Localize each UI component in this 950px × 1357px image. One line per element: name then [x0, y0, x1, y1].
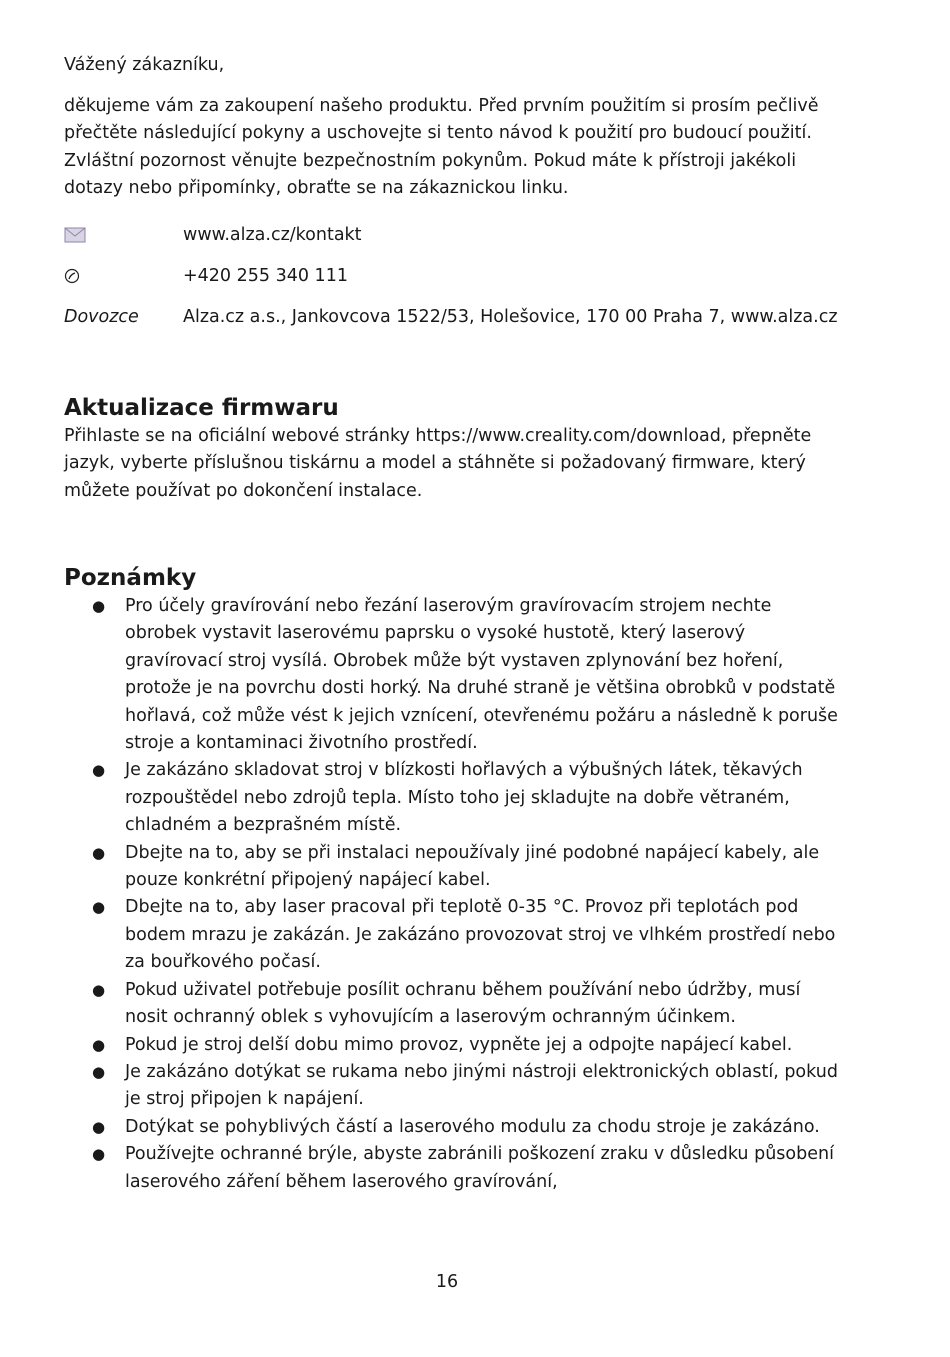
- contact-phone-value: +420 255 340 111: [183, 266, 348, 286]
- list-item: [64, 977, 844, 1032]
- list-item: [64, 757, 844, 839]
- bullet-icon: ●: [92, 761, 106, 780]
- list-item: [64, 1141, 844, 1196]
- list-item-text: Dotýkat se pohyblivých částí a laserového modulu za chodu stroje je zakázáno.: [125, 1116, 820, 1137]
- contact-phone-row: [64, 256, 844, 297]
- list-item-text: Pokud uživatel potřebuje posílit ochranu během používání nebo údržby, musí nosit ochranný oblek s vyhovujícím a laserovým ochranným účinkem.: [125, 979, 801, 1028]
- notes-heading: Poznámky: [64, 565, 197, 591]
- list-item: [64, 1032, 844, 1059]
- bullet-icon: ●: [92, 597, 106, 615]
- list-item-text: Používejte ochranné brýle, abyste zabránili poškození zraku v důsledku působení laserového záření během laserového gravírování,: [125, 1144, 834, 1192]
- envelope-icon: [64, 227, 183, 243]
- list-item: [64, 1059, 844, 1114]
- list-item: [64, 894, 844, 976]
- list-item-text: Je zakázáno dotýkat se rukama nebo jinými nástroji elektronických oblastí, pokud je stroj připojen k napájení.: [125, 1061, 838, 1110]
- importer-value: Alza.cz a.s., Jankovcova 1522/53, Holešovice, 170 00 Praha 7, www.alza.cz: [183, 307, 838, 327]
- page-number: 16: [435, 1272, 459, 1292]
- phone-icon: [64, 268, 183, 284]
- list-item-text: Dbejte na to, aby laser pracoval při teplotě 0-35 °C. Provoz při teplotách pod bodem mrazu je zakázán. Je zakázáno provozovat stroj ve vlhkém prostředí nebo za bouřkového počasí.: [125, 897, 836, 973]
- firmware-paragraph: Přihlaste se na oficiální webové stránky https://www.creality.com/download, přepněte jazyk, vyberte příslušnou tiskárnu a model a stáhněte si požadovaný firmware, který můžete používat po dokončení instalace.: [64, 425, 812, 501]
- list-item-text: Pro účely gravírování nebo řezání laserovým gravírovacím strojem nechte obrobek vystavit laserovému paprsku o vysoké hustotě, který laserový gravírovací stroj vysílá. Obrobek může být vystaven zplynování bez hoření, protože je na povrchu dosti horký. Na druhé straně je většina obrobků v podstatě hořlavá, což může vést k jejich vznícení, otevřenému požáru a následně k poruše stroje a kontaminaci životního prostředí.: [125, 596, 838, 754]
- bullet-icon: ●: [92, 1117, 106, 1136]
- list-item-text: Pokud je stroj delší dobu mimo provoz, vypněte jej a odpojte napájecí kabel.: [125, 1034, 793, 1055]
- contact-email-value[interactable]: www.alza.cz/kontakt: [183, 225, 362, 245]
- bullet-icon: ●: [92, 1062, 106, 1081]
- bullet-icon: ●: [92, 980, 106, 999]
- bullet-icon: ●: [92, 1035, 106, 1054]
- contact-email-row: [64, 215, 844, 256]
- document-page: [64, 52, 844, 1196]
- bullet-icon: ●: [92, 843, 106, 862]
- greeting: Vážený zákazníku,: [64, 55, 225, 75]
- bullet-icon: ●: [92, 898, 106, 917]
- importer-label: Dovozce: [64, 307, 139, 327]
- list-item: [64, 1114, 844, 1141]
- importer-row: [64, 297, 844, 338]
- intro-paragraph: děkujeme vám za zakoupení našeho produktu. Před prvním použitím si prosím pečlivě přečtěte následující pokyny a uschovejte si tento návod k použití pro budoucí použití. Zvláštní pozornost věnujte bezpečnostním pokynům. Pokud máte k přístroji jakékoli dotazy nebo připomínky, obraťte se na zákaznickou linku.: [64, 95, 819, 198]
- list-item-text: Je zakázáno skladovat stroj v blízkosti hořlavých a výbušných látek, těkavých rozpouštědel nebo zdrojů tepla. Místo toho jej skladujte na dobře větraném, chladném a bezprašném místě.: [125, 760, 803, 836]
- notes-list: [64, 593, 844, 1196]
- list-item-text: Dbejte na to, aby se při instalaci nepoužívaly jiné podobné napájecí kabely, ale pouze konkrétní připojený napájecí kabel.: [125, 842, 820, 891]
- list-item: [64, 593, 844, 757]
- firmware-heading: Aktualizace firmwaru: [64, 394, 339, 421]
- bullet-icon: ●: [92, 1145, 106, 1164]
- list-item: [64, 840, 844, 895]
